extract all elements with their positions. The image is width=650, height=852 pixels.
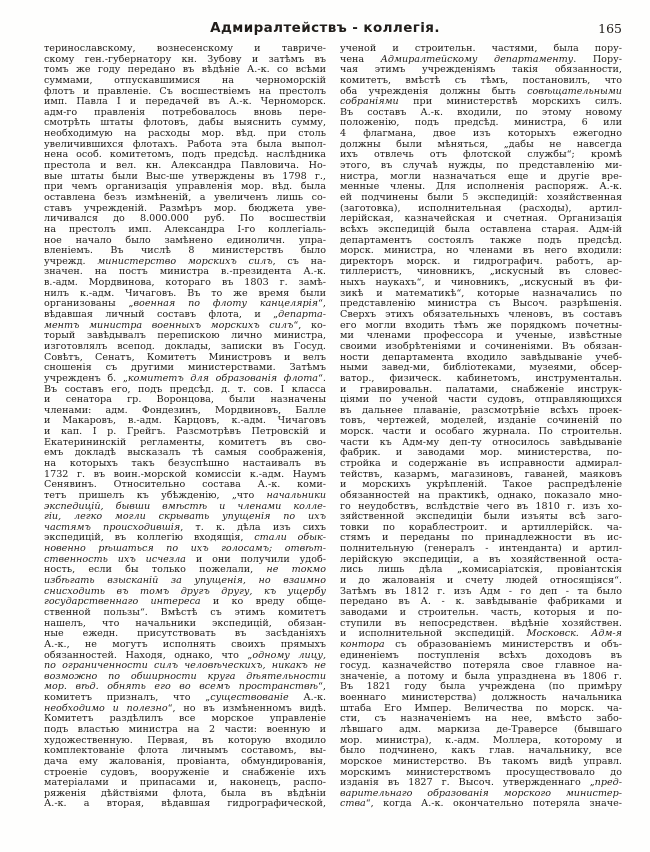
text-line: ное начало было замѣнено единоличн. упра- <box>44 234 326 246</box>
text-line: строеніе судовъ, вооруженіе и снабженіе ихъ <box>44 766 326 778</box>
text-line: (заготовка), исполнительная (расходы), артил- <box>340 202 622 214</box>
text-line: Сверхъ этихъ обязательныхъ членовъ, въ составъ <box>340 309 622 321</box>
text-line: экспедицій, бывши вмѣстѣ и членами колле- <box>44 500 326 512</box>
text-line: ными завед-ми, библіотеками, музеями, обсер- <box>340 362 622 374</box>
text-line: вѣдавшая личный составъ флота, и „департа- <box>44 309 326 321</box>
text-line: и исполнительной экспедицій. Московск. Адм-я <box>340 628 622 640</box>
text-line: въ дальнее плаваніе, разсмотрѣніе всѣхъ проек- <box>340 404 622 416</box>
text-line: ственной пользы“. Вмѣстѣ съ этимъ комитетъ <box>44 606 326 618</box>
text-line: мор. вѣд. обнять его во всемъ пространствѣ“, <box>44 681 326 693</box>
text-line: нена особ. комитетомъ, подъ предсѣд. наслѣдника <box>44 149 326 161</box>
text-line: избѣгать взысканій за упущенія, но взаимно <box>44 575 326 587</box>
text-line: комитетъ призналъ, что „существованіе А.-к. <box>44 692 326 704</box>
text-line: лерійская, казначейская и счетная. Организація <box>340 213 622 225</box>
text-line: ности департамента входило завѣдываніе учеб- <box>340 351 622 363</box>
text-line: сти, съ назначеніемъ на нее, вмѣсто забо- <box>340 713 622 725</box>
text-line: директоръ морск. и гидрографич. работъ, ар- <box>340 255 622 267</box>
text-line: необходимую на расходы мор. вѣд. при столь <box>44 128 326 140</box>
text-line: значен. на постъ министра в.-президента А.-к. <box>44 266 326 278</box>
text-line: заводами и строительн. часть, которыя и по- <box>340 606 622 618</box>
text-line: фабрик. и заводами мор. министерства, по- <box>340 447 622 459</box>
text-line: сношенія съ другими министерствами. Затѣмъ <box>44 362 326 374</box>
text-line: торый завѣдывалъ перепискою лично министра, <box>44 330 326 342</box>
text-line: нистра, могли назначаться еще и другіе вре- <box>340 170 622 182</box>
text-line: престола и вел. кн. Александра Павловича. Но- <box>44 160 326 172</box>
text-line: собраніями при министерствѣ морскихъ силъ. <box>340 96 622 108</box>
text-line: нашелъ, что начальники экспедицій, обязан- <box>44 617 326 629</box>
text-line: оба учрежденія должны быть совѣщательными <box>340 85 622 97</box>
text-line: личивался до 8.000.000 руб. По восшествіи <box>44 213 326 225</box>
text-line: лерійскую экспедиціи, а въ хозяйственной оста- <box>340 553 622 565</box>
text-line: было подчинено, какъ глав. начальнику, все <box>340 745 622 757</box>
text-line: товки по кораблестроит. и артиллерійск. ча- <box>340 521 622 533</box>
text-line: представленію министра съ Высоч. разрѣшенія. <box>340 298 622 310</box>
text-line: и Макаровъ, в.-адм. Карцовъ, к.-адм. Чичаговъ <box>44 415 326 427</box>
text-line: морск. министра, но членами въ него входили: <box>340 245 622 257</box>
text-line: единеніемъ поступленія всѣхъ доходовъ въ <box>340 649 622 661</box>
text-line: нилъ к.-адм. Чичаговъ. Въ то же время были <box>44 287 326 299</box>
text-line: частямъ происходившія, т. к. дѣла изъ сихъ <box>44 521 326 533</box>
text-line: Въ 1821 году была учреждена (по примѣру <box>340 681 622 693</box>
text-line: при чемъ организація управленія мор. вѣд. была <box>44 181 326 193</box>
text-line: передано въ А. - к. завѣдываніе фабриками и <box>340 596 622 608</box>
text-line: товъ, чертежей, моделей, изданіе сочиненій по <box>340 415 622 427</box>
text-line: и кап. I р. Грейгъ. Разсмотрѣвъ Петровскій и <box>44 426 326 438</box>
text-line: теринославскому, вознесенскому и тавриче- <box>44 43 326 54</box>
text-line: Сенявинъ. Относительно состава А.-к. коми- <box>44 479 326 491</box>
text-line: Затѣмъ въ 1812 г. изъ Адм - го деп - та было <box>340 585 622 597</box>
text-line: изданія въ 1827 г. Высоч. утвержденнаго „пред- <box>340 777 622 789</box>
text-line: подъ властью министра на 2 части: военную и <box>44 724 326 735</box>
text-line: ей подчинены были 5 экспедицій: хозяйственная <box>340 191 622 203</box>
text-line: части къ Адм-му деп-ту относилось завѣдываніе <box>340 436 622 448</box>
text-line: Въ составъ его, подъ предсѣд. д. т. сов. I класса <box>44 383 326 395</box>
text-line: А.-к., не могутъ исполнять своихъ прямыхъ <box>44 638 326 650</box>
text-line: чая этимъ учрежденіямъ такія обязанности, <box>340 64 622 76</box>
text-line: департаментъ состоялъ также подъ предсѣд. <box>340 234 622 246</box>
text-column-right <box>340 44 622 810</box>
text-line: тиллеристъ, чиновникъ, „искусный въ словес- <box>340 266 622 278</box>
text-line: тетъ пришелъ къ убѣжденію, „что начальники <box>44 489 326 501</box>
text-line: суммами, отпускавшимися на черноморскій <box>44 74 326 86</box>
text-line: зикѣ и математикѣ“, которые назначались по <box>340 287 622 299</box>
text-line: госуд. казначейство потеряла свое главное на- <box>340 660 622 672</box>
text-line: дача ему жалованія, провіанта, обмундированія, <box>44 755 326 767</box>
text-line: государственнаго интереса и ко вреду обще- <box>44 596 326 608</box>
text-line: имп. Павла I и передачей въ А.-к. Черноморск. <box>44 96 326 108</box>
text-line: го неудобствъ, вслѣдствіе чего въ 1810 г. изъ хо- <box>340 500 622 512</box>
text-line: новенно рѣшаться по ихъ голосамъ; отвѣт- <box>44 543 326 555</box>
text-line: 1732 г. въ воин.-морской комиссіи к.-адм. Наумъ <box>44 468 326 480</box>
text-line: лѣвшаго адм. маркиза де-Траверсе (бывшаго <box>340 724 622 735</box>
text-line: ціями по ученой части судовъ, отправляющихся <box>340 394 622 406</box>
text-line: штаба Его Импер. Величества по морск. ча- <box>340 702 622 714</box>
text-line: Екатерининскій регламенты, комитетъ въ сво- <box>44 436 326 448</box>
text-line: стямъ и переданы по принадлежности въ ис- <box>340 532 622 544</box>
text-line: ность, если бы только пожелали, не токмо <box>44 564 326 576</box>
text-line: адм-го правленія потребовалось вновь пере- <box>44 106 326 118</box>
text-line: учрежд. министерство морскихъ силъ, съ на- <box>44 255 326 267</box>
text-line: оставлена безъ измѣненій, а увеличенъ лишь со- <box>44 191 326 203</box>
text-line: изготовлялъ всепод. доклады, записки въ Госуд. <box>44 340 326 352</box>
text-line: чена Адмиралтейскому департаменту. Пору- <box>340 53 622 65</box>
running-head <box>0 20 650 38</box>
text-line: учрежденъ б. „комитетъ для образованія флота“. <box>44 372 326 384</box>
text-line: этого, въ случаѣ нужды, по представленію ми- <box>340 160 622 172</box>
text-line: комплектованіе флота личнымъ составомъ, вы- <box>44 745 326 757</box>
text-line: А.-к. а вторая, вѣдавшая гидрографической, <box>44 798 326 810</box>
text-line: Совѣтъ, Сенатъ, Комитетъ Министровъ и велъ <box>44 351 326 363</box>
text-line: матеріалами и припасами и, наконецъ, распо- <box>44 777 326 789</box>
text-line: на престолъ имп. Александра I-го коллегіаль- <box>44 223 326 235</box>
text-line: емъ докладѣ высказалъ тѣ самыя соображенія, <box>44 447 326 459</box>
text-line: его могли входить тѣмъ же порядкомъ почетны- <box>340 319 622 331</box>
text-line: 4 флагмана, двое изъ которыхъ ежегодно <box>340 128 622 140</box>
text-column-left <box>44 44 326 810</box>
text-line: Комитетъ раздѣлилъ все морское управленіе <box>44 713 326 725</box>
text-line: ступили въ непосредствен. вѣдѣніе хозяйствен. <box>340 617 622 629</box>
text-line: зяйственной экспедиціи были изъяты всѣ заго- <box>340 511 622 523</box>
text-line: контора съ образованіемъ министерствъ и объ- <box>340 638 622 650</box>
text-line: обязанностей. Находя, однако, что „одному лицу, <box>44 649 326 661</box>
text-line: морскимъ министерствомъ просуществовало до <box>340 766 622 778</box>
text-line: ихъ отвлечь отъ флотской службы“; кромѣ <box>340 149 622 161</box>
text-line: морское министерство. Въ такомъ видѣ управл. <box>340 755 622 767</box>
text-line: ученой и строительн. частями, была пору- <box>340 43 622 54</box>
text-line: и до жалованія и счету людей относящіяся“. <box>340 575 622 587</box>
text-line: скому ген.-губернатору кн. Зубову и затѣмъ въ <box>44 53 326 65</box>
text-line: ные ежедн. присутствовать въ засѣданіяхъ <box>44 628 326 640</box>
text-line: членами: адм. Фондезинъ, Мордвиновъ, Балле <box>44 404 326 416</box>
text-line: обязанностей на практикѣ, однако, показало мно- <box>340 489 622 501</box>
text-line: варительнаго образованія морского министер- <box>340 787 622 799</box>
text-line: Въ составъ А.-к. входили, по этому новому <box>340 106 622 118</box>
text-line: ставъ учрежденій. Размѣръ мор. бюджета уве- <box>44 202 326 214</box>
text-line: художественную. Первая, въ которую входило <box>44 734 326 746</box>
text-line: вые штаты были Выс-ше утверждены въ 1798 г., <box>44 170 326 182</box>
text-line: положенію, подъ предсѣд. министра, 6 или <box>340 117 622 129</box>
text-line: смотрѣть штаты флотовъ, дабы выяснить сумму, <box>44 117 326 129</box>
text-line: комитетъ, вмѣстѣ съ тѣмъ, постановилъ, что <box>340 74 622 86</box>
text-line: военнаго министерства) должность начальника <box>340 692 622 704</box>
text-line: ряженія дѣйствіями флота, была въ вѣдѣніи <box>44 787 326 799</box>
text-line: мор. министра), к.-адм. Моллера, которому и <box>340 734 622 746</box>
text-line: флотъ и правленіе. Съ восшествіемъ на престолъ <box>44 85 326 97</box>
text-line: необходимо и полезно“, но въ измѣненномъ видѣ. <box>44 702 326 714</box>
text-line: вленіемъ. Въ числѣ 8 министерствъ было <box>44 245 326 257</box>
text-line: ныхъ наукахъ“, и чиновникъ, „искусный въ фи- <box>340 277 622 289</box>
text-line: томъ же году передано въ вѣдѣніе А.-к. со всѣми <box>44 64 326 76</box>
page-number: 165 <box>598 21 622 36</box>
text-line: значеніе, а потому и была упразднена въ 1806 г. <box>340 670 622 682</box>
text-line: ственность ихъ исчезла и они получили удоб- <box>44 553 326 565</box>
text-line: ства“, когда А.-к. окончательно потеряла значе- <box>340 798 622 810</box>
text-line: и гравировальн. палатами, снабженіе инструк- <box>340 383 622 395</box>
text-line: по ограниченности силъ человѣческихъ, никакъ не <box>44 660 326 672</box>
text-line: морск. части и особаго журнала. По строительн. <box>340 426 622 438</box>
text-columns <box>44 44 622 810</box>
text-line: гіи, легко могли скрывать упущенія по ихъ <box>44 511 326 523</box>
text-line: ватор., физическ. кабинетомъ, инструментальн. <box>340 372 622 384</box>
text-line: снисходить въ томъ другъ другу, къ ущербу <box>44 585 326 597</box>
text-line: увеличившихся флотахъ. Работа эта была выпол- <box>44 138 326 150</box>
text-line: всѣхъ экспедицій была оставлена старая. Адм-ій <box>340 223 622 235</box>
text-line: лись лишь дѣла „комисаріатскія, провіантскія <box>340 564 622 576</box>
text-line: должны были мѣняться, „дабы не навсегда <box>340 138 622 150</box>
text-line: ментъ министра военныхъ морскихъ силъ“, ко- <box>44 319 326 331</box>
text-line: стройка и содержаніе въ исправности адмирал- <box>340 457 622 469</box>
text-line: ми членами профессора и ученые, извѣстные <box>340 330 622 342</box>
text-line: организованы „военная по флоту канцелярія“, <box>44 298 326 310</box>
text-line: экспедицій, въ коллегію входящія, стали обык- <box>44 532 326 544</box>
text-line: в.-адм. Мордвинова, котораго въ 1803 г. замѣ- <box>44 277 326 289</box>
text-line: возможно по обширности круга дѣятельности <box>44 670 326 682</box>
text-line: полнительную (генералъ - интенданта) и артил- <box>340 543 622 555</box>
text-line: тействъ, казармъ, магазиновъ, гаваней, маяковъ <box>340 468 622 480</box>
text-line: своими изобрѣтеніями и сочиненіями. Въ обязан- <box>340 340 622 352</box>
text-line: менные члены. Для исполненія распоряж. А.-к. <box>340 181 622 193</box>
text-line: и сенатора гр. Воронцова, были назначены <box>44 394 326 406</box>
text-line: и морскихъ укрѣпленій. Такое распредѣленіе <box>340 479 622 491</box>
text-line: на которыхъ такъ безуспѣшно настаивалъ въ <box>44 457 326 469</box>
page-header-title: Адмиралтействъ - коллегія. <box>210 20 440 36</box>
